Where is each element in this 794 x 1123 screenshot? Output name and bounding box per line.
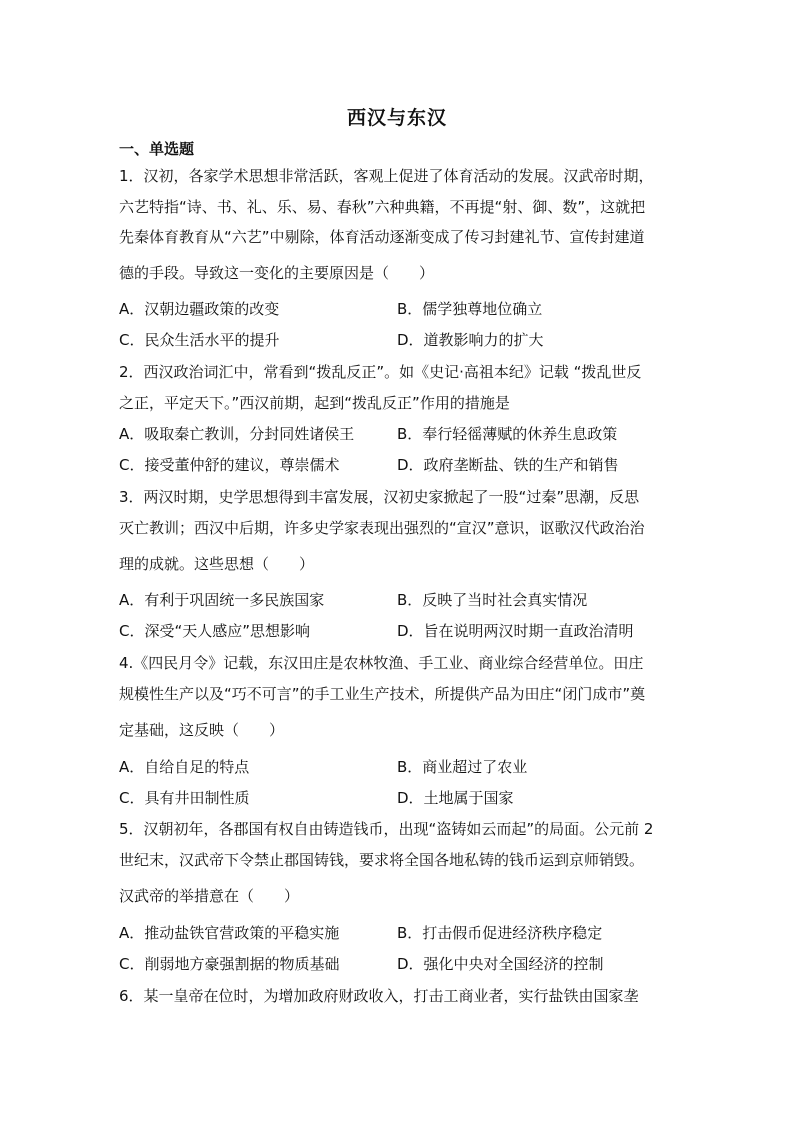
- section-heading: 一、单选题: [119, 140, 195, 158]
- question-text-line: 1．汉初，各家学术思想非常活跃，客观上促进了体育活动的发展。汉武帝时期，: [119, 167, 654, 185]
- page-title: 西汉与东汉: [346, 107, 447, 129]
- option-d: D．旨在说明两汉时期一直政治清明: [397, 622, 634, 640]
- question-text-line: 德的手段。导致这一变化的主要原因是（ ）: [119, 264, 435, 282]
- option-d: D．政府垄断盐、铁的生产和销售: [397, 456, 619, 474]
- option-a: A．汉朝边疆政策的改变: [119, 300, 280, 318]
- question-text-line: 4.《四民月令》记载，东汉田庄是农林牧渔、手工业、商业综合经营单位。田庄: [119, 654, 644, 672]
- option-a: A．有利于巩固统一多民族国家: [119, 591, 325, 609]
- option-c: C．接受董仲舒的建议，尊崇儒术: [119, 456, 340, 474]
- option-d: D．道教影响力的扩大: [397, 331, 544, 349]
- question-text-line: 6．某一皇帝在位时，为增加政府财政收入，打击工商业者，实行盐铁由国家垄: [119, 987, 639, 1005]
- option-b: B．反映了当时社会真实情况: [397, 591, 588, 609]
- option-b: B．商业超过了农业: [397, 758, 528, 776]
- option-d: D．土地属于国家: [397, 789, 514, 807]
- question-text-line: 灭亡教训；西汉中后期，许多史学家表现出强烈的“宣汉”意识，讴歌汉代政治治: [119, 519, 645, 537]
- option-c: C．民众生活水平的提升: [119, 331, 280, 349]
- question-text-line: 六艺特指“诗、书、礼、乐、易、春秋”六种典籍，不再提“射、御、数”，这就把: [119, 198, 646, 216]
- question-text-line: 汉武帝的举措意在（ ）: [119, 887, 300, 905]
- option-a: A．吸取秦亡教训，分封同姓诸侯王: [119, 425, 355, 443]
- question-text-line: 规模性生产以及“巧不可言”的手工业生产技术，所提供产品为田庄“闭门成市”奠: [119, 685, 646, 703]
- question-text-line: 5．汉朝初年，各郡国有权自由铸造钱币，出现“盗铸如云而起”的局面。公元前 2: [119, 820, 654, 838]
- option-a: A．推动盐铁官营政策的平稳实施: [119, 924, 340, 942]
- option-c: C．具有井田制性质: [119, 789, 250, 807]
- question-text-line: 理的成就。这些思想（ ）: [119, 555, 315, 573]
- question-text-line: 世纪末，汉武帝下令禁止郡国铸钱，要求将全国各地私铸的钱币运到京师销毁。: [119, 851, 645, 869]
- question-text-line: 先秦体育教育从“六艺”中剔除，体育活动逐渐变成了传习封建礼节、宣传封建道: [119, 228, 645, 246]
- option-b: B．奉行轻徭薄赋的休养生息政策: [397, 425, 618, 443]
- option-c: C．深受“天人感应”思想影响: [119, 622, 311, 640]
- option-b: B．儒学独尊地位确立: [397, 300, 543, 318]
- question-text-line: 定基础，这反映（ ）: [119, 721, 285, 739]
- question-text-line: 2．西汉政治词汇中，常看到“拨乱反正”。如《史记·高祖本纪》记载 “拨乱世反: [119, 363, 642, 381]
- option-d: D．强化中央对全国经济的控制: [397, 955, 604, 973]
- question-text-line: 之正，平定天下。”西汉前期，起到“拨乱反正”作用的措施是: [119, 394, 510, 412]
- option-c: C．削弱地方豪强割据的物质基础: [119, 955, 340, 973]
- option-a: A．自给自足的特点: [119, 758, 250, 776]
- question-text-line: 3．两汉时期，史学思想得到丰富发展，汉初史家掀起了一股“过秦”思潮，反思: [119, 488, 640, 506]
- option-b: B．打击假币促进经济秩序稳定: [397, 924, 603, 942]
